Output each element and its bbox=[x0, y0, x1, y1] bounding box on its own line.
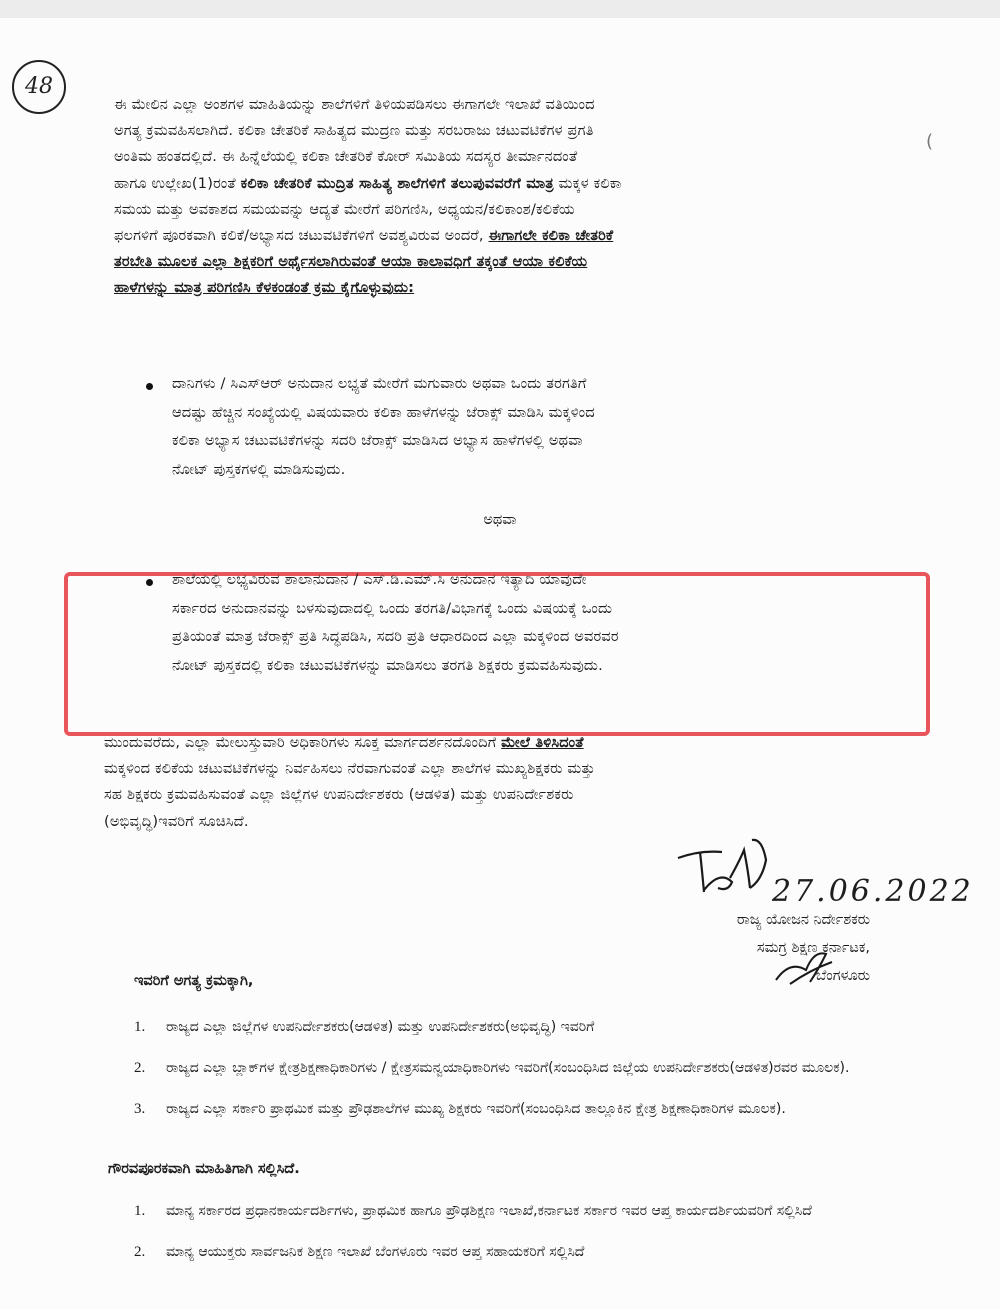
closing-line: ಸಹ ಶಿಕ್ಷಕರು ಕ್ರಮವಹಿಸುವಂತೆ ಎಲ್ಲಾ ಜಿಲ್ಲೆಗಳ ಉಪನಿರ್ದೇಶಕರು (ಆಡಳಿತ) ಮತ್ತು ಉಪನಿರ್ದೇಶಕರು bbox=[104, 787, 574, 804]
intro-line: ಈ ಮೇಲಿನ ಎಲ್ಲಾ ಅಂಶಗಳ ಮಾಹಿತಿಯನ್ನು ಶಾಲೆಗಳಿಗೆ ತಿಳಿಯಪಡಿಸಲು ಈಗಾಗಲೇ ಇಲಾಖೆ ವತಿಯಿಂದ bbox=[114, 97, 595, 113]
document-page bbox=[0, 18, 1000, 1309]
intro-text: ಹಾಗೂ ಉಲ್ಲೇಖ(1)ರಂತೆ bbox=[114, 175, 241, 192]
list-text: ರಾಜ್ಯದ ಎಲ್ಲಾ ಸರ್ಕಾರಿ ಪ್ರಾಥಮಿಕ ಮತ್ತು ಪ್ರೌಢಶಾಲೆಗಳ ಮುಖ್ಯ ಶಿಕ್ಷಕರು ಇವರಿಗೆ(ಸಂಬಂಧಿಸಿದ ತಾಲ್ಲೂಕಿನ ಕ್ಷೇತ್ರ ಶಿಕ್ಷಣಾಧಿಕಾರಿಗಳ ಮೂಲಕ). bbox=[166, 1101, 786, 1117]
closing-text: ಮುಂದುವರೆದು, ಎಲ್ಲಾ ಮೇಲುಸ್ತುವಾರಿ ಅಧಿಕಾರಿಗಳು ಸೂಕ್ತ ಮಾರ್ಗದರ್ಶನದೊಂದಿಗೆ bbox=[104, 735, 502, 751]
intro-line: ಸಮಯ ಮತ್ತು ಅವಕಾಶದ ಸಮಯವನ್ನು ಆದ್ಯತೆ ಮೇರೆಗೆ ಪರಿಗಣಿಸಿ, ಅಧ್ಯಯನ/ಕಲಿಕಾಂಶ/ಕಲಿಕೆಯ bbox=[114, 201, 575, 218]
intro-bold-text: ಕಲಿಕಾ ಚೇತರಿಕೆ ಮುದ್ರಿತ ಸಾಹಿತ್ಯ ಶಾಲೆಗಳಿಗೆ ತಲುಪುವವರೆಗೆ ಮಾತ್ರ bbox=[240, 175, 554, 192]
bullet-dot bbox=[146, 579, 153, 586]
intro-line bbox=[114, 223, 894, 249]
list-text: ಮಾನ್ಯ ಸರ್ಕಾರದ ಪ್ರಧಾನಕಾರ್ಯದರ್ಶಿಗಳು, ಪ್ರಾಥಮಿಕ ಹಾಗೂ ಪ್ರೌಢಶಿಕ್ಷಣ ಇಲಾಖೆ,ಕರ್ನಾಟಕ ಸರ್ಕಾರ ಇವರ ಆಪ್ತ ಕಾರ್ಯದರ್ಶಿಯವರಿಗೆ ಸಲ್ಲಿಸಿದೆ bbox=[166, 1203, 812, 1219]
initials-scribble bbox=[770, 940, 840, 990]
intro-line: ಅಂತಿಮ ಹಂತದಲ್ಲಿದೆ. ಈ ಹಿನ್ನೆಲೆಯಲ್ಲಿ ಕಲಿಕಾ ಚೇತರಿಕೆ ಕೋರ್ ಸಮಿತಿಯ ಸದಸ್ಯರ ತೀರ್ಮಾನದಂತೆ bbox=[114, 149, 578, 166]
closing-paragraph bbox=[104, 730, 894, 835]
info-list bbox=[134, 1200, 854, 1282]
intro-text: ಮಕ್ಕಳ ಕಲಿಕಾ bbox=[553, 175, 622, 192]
intro-line bbox=[114, 171, 894, 197]
page-number-circle: 48 bbox=[12, 60, 66, 114]
signature-organization: ಸಮಗ್ರ ಶಿಕ್ಷಣ ಕರ್ನಾಟಕ, bbox=[756, 940, 870, 956]
intro-underlined-text: ಈಗಾಗಲೇ ಕಲಿಕಾ ಚೇತರಿಕೆ bbox=[488, 228, 614, 245]
list-item bbox=[134, 1200, 854, 1223]
scan-top-edge bbox=[0, 0, 1000, 18]
signature-city: ಬೆಂಗಳೂರು bbox=[815, 968, 870, 984]
bullet-line: ಆದಷ್ಟು ಹೆಚ್ಚಿನ ಸಂಖ್ಯೆಯಲ್ಲಿ ವಿಷಯವಾರು ಕಲಿಕಾ ಹಾಳೆಗಳನ್ನು ಜೆರಾಕ್ಸ್ ಮಾಡಿಸಿ ಮಕ್ಕಳಿಂದ bbox=[172, 404, 595, 421]
list-item bbox=[134, 1098, 854, 1121]
list-number: 3. bbox=[134, 1101, 146, 1117]
bullet-item-1 bbox=[172, 370, 872, 484]
bullet-dot bbox=[146, 383, 153, 390]
signature-designation: ರಾಜ್ಯ ಯೋಜನ ನಿರ್ದೇಶಕರು bbox=[736, 912, 870, 928]
signature-date: 27.06.2022 bbox=[772, 874, 974, 909]
intro-underlined-line: ಹಾಳೆಗಳನ್ನು ಮಾತ್ರ ಪರಿಗಣಿಸಿ ಕೆಳಕಂಡಂತೆ ಕ್ರಮ ಕೈಗೊಳ್ಳುವುದು: bbox=[114, 280, 415, 297]
closing-underlined-text: ಮೇಲೆ ತಿಳಿಸಿದಂತೆ bbox=[501, 735, 584, 751]
closing-line: ಮಕ್ಕಳಿಂದ ಕಲಿಕೆಯ ಚಟುವಟಿಕೆಗಳನ್ನು ನಿರ್ವಹಿಸಲು ನೆರವಾಗುವಂತೆ ಎಲ್ಲಾ ಶಾಲೆಗಳ ಮುಖ್ಯಶಿಕ್ಷಕರು ಮತ್ತು bbox=[104, 761, 596, 778]
bullet-line: ನೋಟ್ ಪುಸ್ತಕದಲ್ಲಿ ಕಲಿಕಾ ಚಟುವಟಿಕೆಗಳನ್ನು ಮಾಡಿಸಲು ತರಗತಿ ಶಿಕ್ಷಕರು ಕ್ರಮವಹಿಸುವುದು. bbox=[172, 657, 603, 674]
list-item bbox=[134, 1241, 854, 1264]
closing-line bbox=[104, 730, 894, 756]
list-number: 1. bbox=[134, 1203, 146, 1219]
closing-line: (ಅಭಿವೃದ್ಧಿ)ಇವರಿಗೆ ಸೂಚಿಸಿದೆ. bbox=[104, 813, 249, 830]
handwritten-signature bbox=[670, 830, 780, 900]
bullet-line: ದಾನಿಗಳು / ಸಿಎಸ್ಆರ್ ಅನುದಾನ ಲಭ್ಯತೆ ಮೇರೆಗೆ ಮಗುವಾರು ಅಥವಾ ಒಂದು ತರಗತಿಗೆ bbox=[172, 376, 587, 392]
intro-text: ಫಲಗಳಿಗೆ ಪೂರಕವಾಗಿ ಕಲಿಕೆ/ಅಭ್ಯಾಸದ ಚಟುವಟಿಕೆಗಳಿಗೆ ಅವಶ್ಯವಿರುವ ಅಂದರೆ, bbox=[114, 228, 489, 245]
bullet-line: ಕಲಿಕಾ ಅಭ್ಯಾಸ ಚಟುವಟಿಕೆಗಳನ್ನು ಸದರಿ ಜೆರಾಕ್ಸ್ ಮಾಡಿಸಿದ ಅಭ್ಯಾಸ ಹಾಳೆಗಳಲ್ಲಿ ಅಥವಾ bbox=[172, 433, 583, 449]
bullet-line: ಶಾಲೆಯಲ್ಲಿ ಲಭ್ಯವಿರುವ ಶಾಲಾನುದಾನ / ಎಸ್.ಡಿ.ಎಮ್.ಸಿ ಅನುದಾನ ಇತ್ಯಾದಿ ಯಾವುದೇ bbox=[172, 572, 587, 588]
list-item bbox=[134, 1016, 854, 1039]
list-text: ಮಾನ್ಯ ಆಯುಕ್ತರು ಸಾರ್ವಜನಿಕ ಶಿಕ್ಷಣ ಇಲಾಖೆ ಬೆಂಗಳೂರು ಇವರ ಆಪ್ತ ಸಹಾಯಕರಿಗೆ ಸಲ್ಲಿಸಿದೆ bbox=[166, 1244, 585, 1260]
or-separator: ಅಥವಾ bbox=[483, 512, 517, 528]
list-number: 2. bbox=[134, 1244, 146, 1260]
intro-line: ಅಗತ್ಯ ಕ್ರಮವಹಿಸಲಾಗಿದೆ. ಕಲಿಕಾ ಚೇತರಿಕೆ ಸಾಹಿತ್ಯದ ಮುದ್ರಣ ಮತ್ತು ಸರಬರಾಜು ಚಟುವಟಿಕೆಗಳ ಪ್ರಗತಿ bbox=[114, 123, 594, 140]
list-number: 2. bbox=[134, 1060, 146, 1076]
list-item bbox=[134, 1057, 854, 1080]
bullet-line: ಪ್ರತಿಯಂತೆ ಮಾತ್ರ ಜೆರಾಕ್ಸ್ ಪ್ರತಿ ಸಿದ್ಧಪಡಿಸಿ, ಸದರಿ ಪ್ರತಿ ಆಧಾರದಿಂದ ಎಲ್ಲಾ ಮಕ್ಕಳಿಂದ ಅವರವರ bbox=[172, 629, 619, 645]
scan-mark: ( bbox=[926, 131, 934, 152]
list-text: ರಾಜ್ಯದ ಎಲ್ಲಾ ಜಿಲ್ಲೆಗಳ ಉಪನಿರ್ದೇಶಕರು(ಆಡಳಿತ) ಮತ್ತು ಉಪನಿರ್ದೇಶಕರು(ಅಭಿವೃದ್ಧಿ) ಇವರಿಗೆ bbox=[166, 1019, 595, 1035]
action-heading: ಇವರಿಗೆ ಅಗತ್ಯ ಕ್ರಮಕ್ಕಾಗಿ, bbox=[134, 973, 254, 989]
intro-underlined-line: ತರಬೇತಿ ಮೂಲಕ ಎಲ್ಲಾ ಶಿಕ್ಷಕರಿಗೆ ಅರ್ಥೈಸಲಾಗಿರುವಂತೆ ಆಯಾ ಕಾಲಾವಧಿಗೆ ತಕ್ಕಂತೆ ಆಯಾ ಕಲಿಕೆಯ bbox=[114, 254, 588, 271]
info-heading: ಗೌರವಪೂರಕವಾಗಿ ಮಾಹಿತಿಗಾಗಿ ಸಲ್ಲಿಸಿದೆ. bbox=[108, 1161, 300, 1177]
bullet-line: ನೋಟ್ ಪುಸ್ತಕಗಳಲ್ಲಿ ಮಾಡಿಸುವುದು. bbox=[172, 461, 346, 478]
list-text: ರಾಜ್ಯದ ಎಲ್ಲಾ ಬ್ಲಾಕ್‌ಗಳ ಕ್ಷೇತ್ರಶಿಕ್ಷಣಾಧಿಕಾರಿಗಳು / ಕ್ಷೇತ್ರಸಮನ್ವಯಾಧಿಕಾರಿಗಳು ಇವರಿಗೆ(ಸಂಬಂಧಿಸಿದ ಜಿಲ್ಲೆಯ ಉಪನಿರ್ದೇಶಕರು(ಆಡಳಿತ)ರವರ ಮೂಲಕ). bbox=[166, 1060, 850, 1076]
intro-paragraph bbox=[114, 92, 894, 302]
bullet-line: ಸರ್ಕಾರದ ಅನುದಾನವನ್ನು ಬಳಸುವುದಾದಲ್ಲಿ ಒಂದು ತರಗತಿ/ವಿಭಾಗಕ್ಕೆ ಒಂದು ವಿಷಯಕ್ಕೆ ಒಂದು bbox=[172, 600, 613, 617]
bullet-item-2 bbox=[172, 566, 872, 680]
list-number: 1. bbox=[134, 1019, 146, 1035]
action-list bbox=[134, 1016, 854, 1139]
